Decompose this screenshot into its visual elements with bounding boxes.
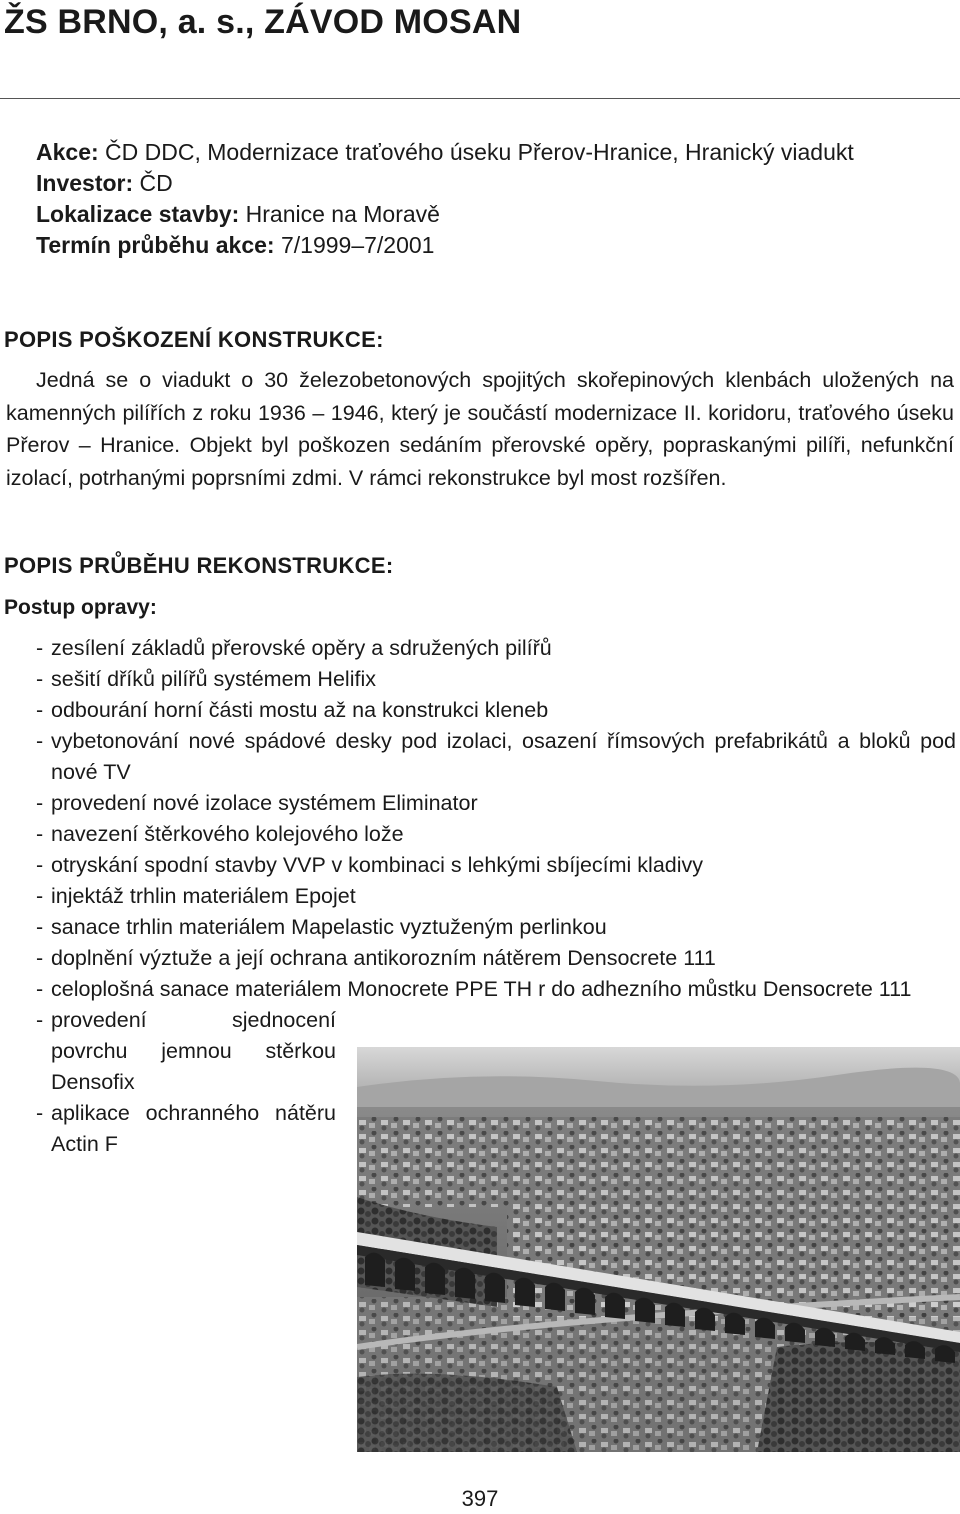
list-item: - vybetonování nové spádové desky pod izolaci, osazení římsových prefabrikátů a bloků pod nové TV xyxy=(36,726,956,788)
damage-description: Jedná se o viadukt o 30 železobetonových spojitých skořepinových klenbách uložených na kamenných pilířích z roku 1936 – 1946, který je součástí modernizace II. koridoru, traťového úseku Přerov – Hranice. Objekt byl poškozen sedáním přerovské opěry, popraskanými pilíři, nefunkční izolací, potrhanými poprsními zdmi. V rámci rekonstrukce byl most rozšířen. xyxy=(6,368,954,490)
meta-location-label: Lokalizace stavby: xyxy=(36,201,240,227)
list-item: - celoplošná sanace materiálem Monocrete PPE TH r do adhezního můstku Densocrete 111 xyxy=(36,974,956,1005)
list-item: - aplikace ochranného nátěru Actin F xyxy=(36,1098,336,1160)
meta-term-value: 7/1999–7/2001 xyxy=(280,232,435,258)
list-item: - odbourání horní části mostu až na konstrukci kleneb xyxy=(36,695,956,726)
repair-procedure-subheading: Postup opravy: xyxy=(4,596,157,619)
meta-investor-label: Investor: xyxy=(36,170,134,196)
reconstruction-heading: POPIS PRŮBĚHU REKONSTRUKCE: xyxy=(4,553,394,578)
page-number: 397 xyxy=(461,1486,499,1511)
project-meta xyxy=(36,137,854,261)
meta-location-value: Hranice na Moravě xyxy=(245,201,440,227)
list-item: - navezení štěrkového kolejového lože xyxy=(36,819,956,850)
meta-investor-value: ČD xyxy=(139,170,173,196)
meta-term xyxy=(36,230,854,261)
list-item: - provedení nové izolace systémem Eliminator xyxy=(36,788,956,819)
list-item: - otryskání spodní stavby VVP v kombinaci s lehkými sbíjecími kladivy xyxy=(36,850,956,881)
meta-term-label: Termín průběhu akce: xyxy=(36,232,275,258)
list-item: - provedení sjednocení povrchu jemnou stěrkou Densofix xyxy=(36,1005,336,1098)
meta-investor xyxy=(36,168,854,199)
damage-heading: POPIS POŠKOZENÍ KONSTRUKCE: xyxy=(4,327,384,352)
list-item: - doplnění výztuže a její ochrana antikorozním nátěrem Densocrete 111 xyxy=(36,943,956,974)
list-item: - sanace trhlin materiálem Mapelastic vyztuženým perlinkou xyxy=(36,912,956,943)
company-title: ŽS BRNO, a. s., ZÁVOD MOSAN xyxy=(4,3,522,41)
meta-action-label: Akce: xyxy=(36,139,99,165)
viaduct-aerial-photo xyxy=(357,1047,960,1452)
header-divider xyxy=(0,98,960,99)
meta-location xyxy=(36,199,854,230)
list-item: - injektáž trhlin materiálem Epojet xyxy=(36,881,956,912)
list-item: - zesílení základů přerovské opěry a sdružených pilířů xyxy=(36,633,956,664)
meta-action xyxy=(36,137,854,168)
list-item: - sešití dříků pilířů systémem Helifix xyxy=(36,664,956,695)
meta-action-value: ČD DDC, Modernizace traťového úseku Přerov-Hranice, Hranický viadukt xyxy=(105,139,854,165)
